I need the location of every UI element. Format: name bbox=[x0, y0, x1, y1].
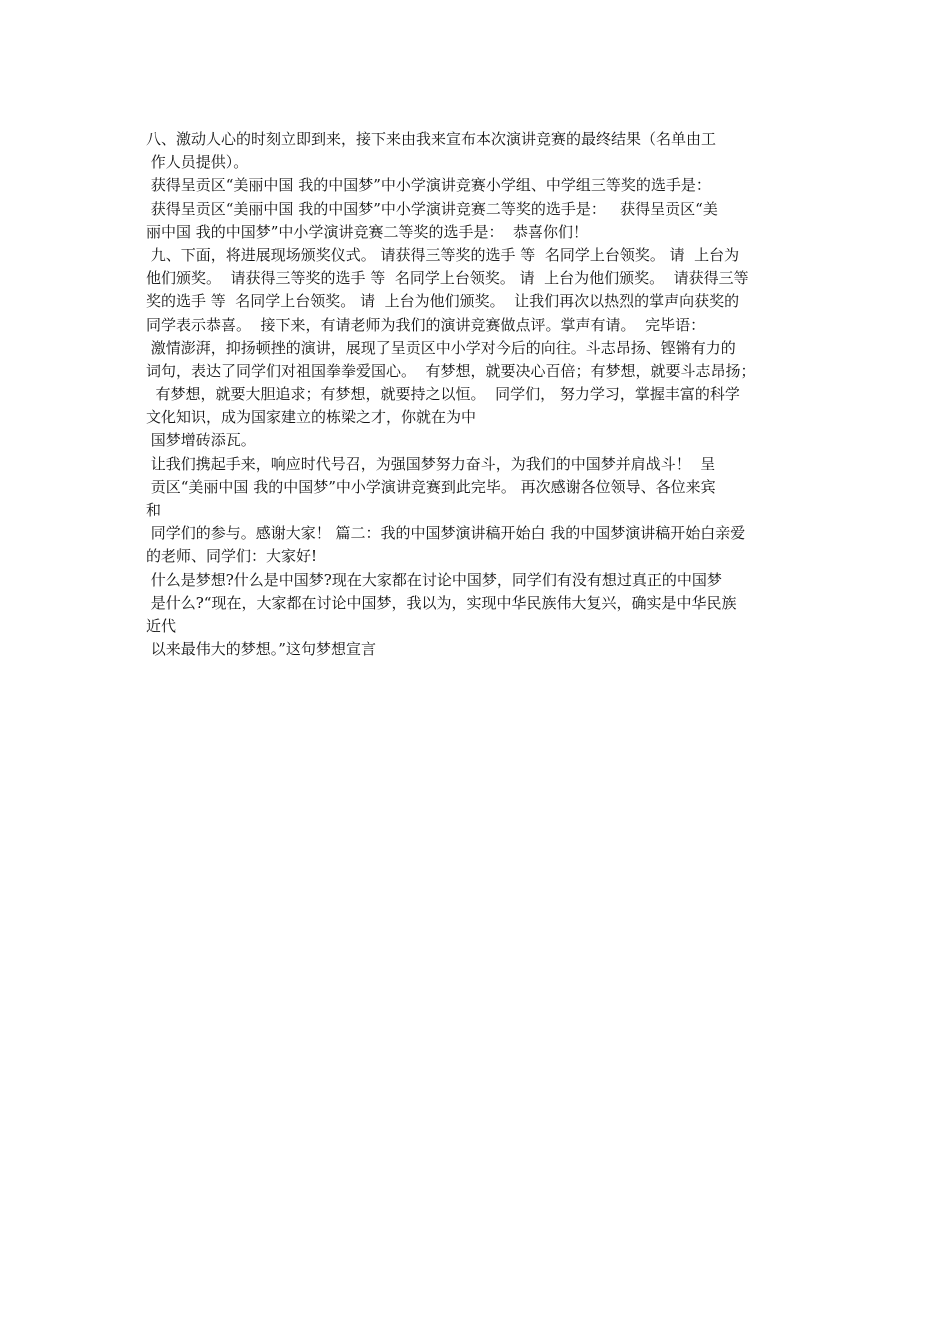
text-line: 是什么?“现在，大家都在讨论中国梦，我以为，实现中华民族伟大复兴，确实是中华民族 bbox=[146, 593, 737, 612]
text-line: 获得呈贡区“美丽中国 我的中国梦”中小学演讲竞赛二等奖的选手是： 获得呈贡区“美 bbox=[146, 199, 718, 218]
text-line: 国梦增砖添瓦。 bbox=[146, 431, 256, 450]
text-line: 和 bbox=[146, 501, 162, 519]
text-line: 什么是梦想?什么是中国梦?现在大家都在讨论中国梦，同学们有没有想过真正的中国梦 bbox=[146, 570, 722, 589]
text-line: 激情澎湃，抑扬顿挫的演讲，展现了呈贡区中小学对今后的向往。斗志昂扬、铿锵有力的 bbox=[146, 338, 736, 357]
text-line: 文化知识，成为国家建立的栋梁之才，你就在为中 bbox=[146, 408, 477, 427]
text-line: 九、下面，将进展现场颁奖仪式。 请获得三等奖的选手 等 名同学上台领奖。 请 上台为 bbox=[146, 245, 740, 264]
text-line: 有梦想，就要大胆追求；有梦想，就要持之以恒。 同学们， 努力学习，掌握丰富的科学 bbox=[146, 385, 740, 404]
text-line: 八、激动人心的时刻立即到来，接下来由我来宣布本次演讲竞赛的最终结果（名单由工 bbox=[146, 130, 717, 148]
text-line: 让我们携起手来，响应时代号召，为强国梦努力奋斗，为我们的中国梦并肩战斗！ 呈 bbox=[146, 454, 716, 473]
text-line: 丽中国 我的中国梦”中小学演讲竞赛二等奖的选手是： 恭喜你们！ bbox=[146, 222, 588, 241]
text-line: 奖的选手 等 名同学上台领奖。 请 上台为他们颁奖。 让我们再次以热烈的掌声向获奖的 bbox=[146, 292, 740, 311]
text-line: 获得呈贡区“美丽中国 我的中国梦”中小学演讲竞赛小学组、中学组三等奖的选手是： bbox=[146, 176, 711, 195]
document-body bbox=[146, 128, 814, 661]
text-line: 的老师、同学们：大家好! bbox=[146, 547, 318, 566]
text-line: 词句，表达了同学们对祖国拳拳爱国心。 有梦想，就要决心百倍；有梦想，就要斗志昂扬； bbox=[146, 361, 756, 380]
text-line: 同学表示恭喜。 接下来，有请老师为我们的演讲竞赛做点评。掌声有请。 完毕语： bbox=[146, 315, 706, 334]
text-line: 作人员提供）。 bbox=[146, 153, 249, 172]
text-line: 他们颁奖。 请获得三等奖的选手 等 名同学上台领奖。 请 上台为他们颁奖。 请获得三等 bbox=[146, 269, 749, 288]
text-line: 近代 bbox=[146, 616, 177, 635]
text-line: 同学们的参与。感谢大家！ 篇二：我的中国梦演讲稿开始白 我的中国梦演讲稿开始白亲爱 bbox=[146, 524, 746, 543]
text-line: 以来最伟大的梦想。”这句梦想宣言 bbox=[146, 640, 376, 659]
text-line: 贡区“美丽中国 我的中国梦”中小学演讲竞赛到此完毕。 再次感谢各位领导、各位来宾 bbox=[146, 477, 716, 496]
